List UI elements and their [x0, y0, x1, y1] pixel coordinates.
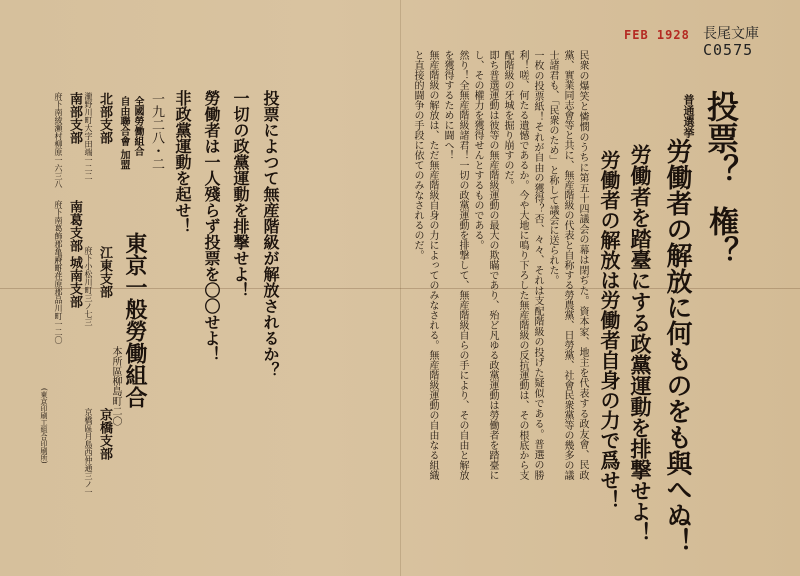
- headline-vote: 投票？: [702, 90, 740, 186]
- branch-name: 京橋支部: [97, 408, 112, 460]
- body-paragraph: 即ち普選運動は彼等の無産階級運動の最大の欺瞞であり、殆ど凡ゆる政黨運動は勞働者を踏臺にし、その權力を獲得せんとするものである。: [472, 50, 498, 480]
- received-date-stamp: FEB 1928: [624, 28, 690, 42]
- branch-address: 瀧野川町大字田端一二二: [84, 92, 93, 180]
- branch-address: 府下南綾瀬村柳原一六三八: [54, 92, 63, 188]
- branch-name: 江東支部: [97, 246, 112, 298]
- issue-date: 一九二八・二: [149, 92, 164, 170]
- election-kind: 普通選挙: [682, 94, 695, 138]
- branch-name: 南部支部: [67, 92, 82, 144]
- main-slogan: 労働者の解放に何ものをも與へぬ！: [662, 138, 692, 554]
- branch-address: 府下南葛飾郡亀戸町: [54, 200, 63, 272]
- branch-address: 府下小松川町三ノ七三: [84, 246, 93, 326]
- body-paragraph: 無産階級の解放は、ただ無産階級自身の力によってのみなされる。無産階級運動の自由なる組織と直接的闘争の手段に依てのみなされるのだ。: [412, 50, 438, 480]
- branch-name: 城南支部: [67, 256, 82, 308]
- body-paragraph: 民衆の爆笑と憐憫のうちに第五十四議会の幕は閉ぢた。資本家、地主を代表する政友會、民政黨、實業同志會等と共に、無産階級の代表と自称する勞農黨、日勞黨、社會民衆黨等の幾多の議士諸君も、「民衆のため」と称して議会に送られた。: [547, 50, 588, 480]
- printer-credit: (東京印刷工組合印刷所): [40, 388, 48, 464]
- union-name: 東京一般勞働組合: [122, 232, 148, 408]
- sub-slogan-1: 労働者を踏臺にする政黨運動を排撃せよ！: [628, 144, 653, 543]
- affiliation-line-1: 全國勞働組合: [132, 96, 143, 156]
- library-stamp: [703, 26, 759, 59]
- closing-slogan: 投票によつて無産階級が解放されるか？: [261, 90, 280, 378]
- closing-slogan: 一切の政黨運動を排撃せよ！: [231, 90, 250, 298]
- library-name: 長尾文庫: [703, 26, 759, 42]
- body-paragraph: 然り！全無産階級諸君！一切の政黨運動を排撃して、無産階級自らの手により、その自由と解放を獲得するために闘へ！: [442, 50, 468, 480]
- branch-name: 南葛支部: [67, 200, 82, 252]
- branch-address: 府下荏原郡品川町一二〇: [54, 256, 63, 344]
- headline-rights: 権？: [703, 206, 738, 266]
- sub-slogan-2: 労働者の解放は労働者自身の力で爲せ！: [597, 150, 621, 510]
- closing-slogan: 非政黨運動を起せ！: [173, 90, 192, 234]
- body-text: [252, 50, 590, 480]
- catalog-number: C0575: [703, 41, 754, 60]
- union-address: 本所區柳島町二〇: [110, 346, 121, 426]
- affiliation-line-2: 自由聯合會 加盟: [118, 96, 129, 170]
- branch-name: 北部支部: [97, 92, 112, 144]
- body-paragraph: 一枚の投票紙！それが自由の獲得？否、々々、それは支配階級の投げた疑似である。普選の勝利！嗟、何たる遺憾であるか。今や大地に鳴り下ろした無産階級の反抗運動は、その根底から支配階級の牙城を掘り崩すのだ。: [502, 50, 543, 480]
- branch-address: 京橋區月島西仲通三ノ一: [84, 408, 93, 496]
- closing-slogan: 勞働者は一人殘らず投票を〇〇せよ！: [202, 90, 221, 362]
